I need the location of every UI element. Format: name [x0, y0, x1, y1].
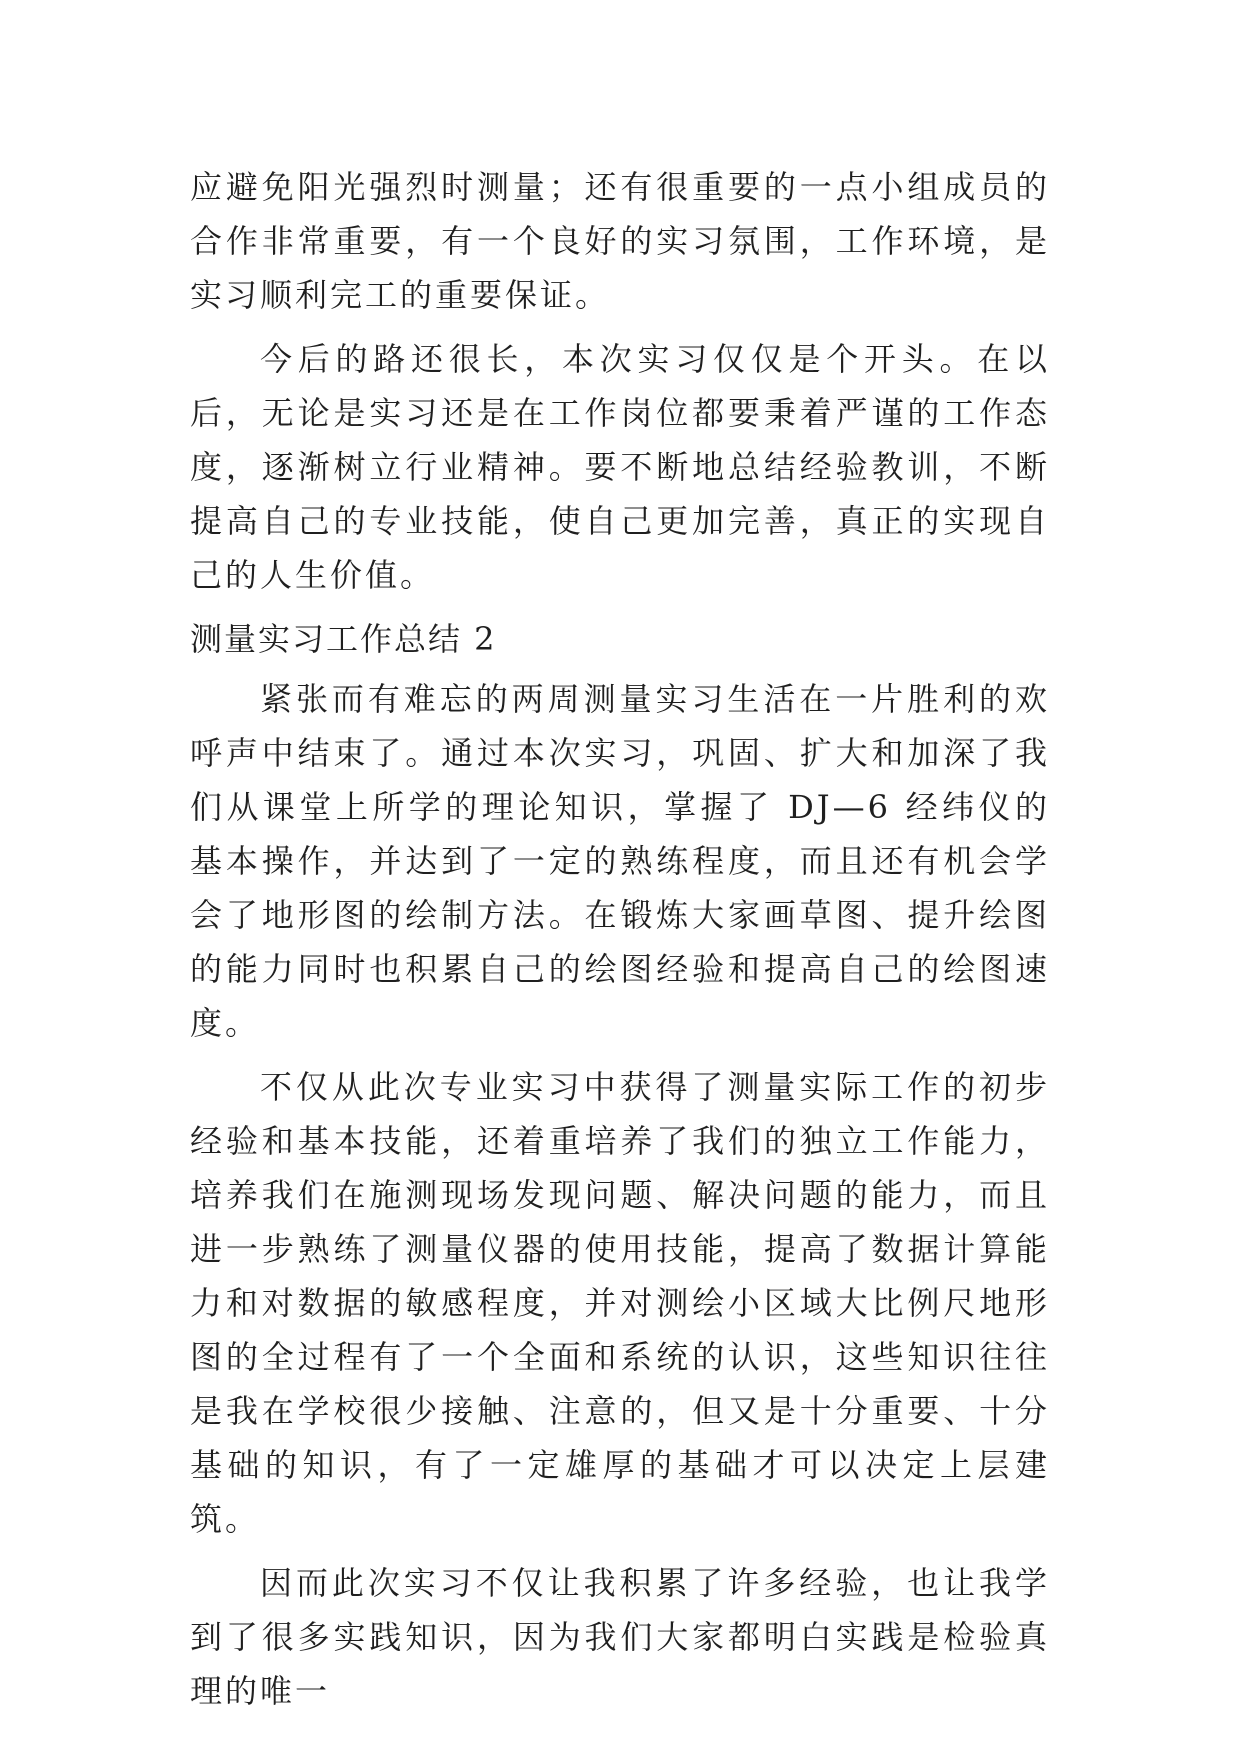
paragraph-skills-gained: 不仅从此次专业实习中获得了测量实际工作的初步经验和基本技能，还着重培养了我们的独立工作能力，培养我们在施测现场发现问题、解决问题的能力，而且进一步熟练了测量仪器的使用技能，提高了数据计算能力和对数据的敏感程度，并对测绘小区域大比例尺地形图的全过程有了一个全面和系统的认识，这些知识往往是我在学校很少接触、注意的，但又是十分重要、十分基础的知识，有了一定雄厚的基础才可以决定上层建筑。 — [190, 1068, 1050, 1538]
paragraph-experience: 因而此次实习不仅让我积累了许多经验，也让我学到了很多实践知识，因为我们大家都明白实践是检验真理的唯一 — [190, 1564, 1050, 1710]
paragraph-future-path: 今后的路还很长，本次实习仅仅是个开头。在以后，无论是实习还是在工作岗位都要秉着严谨的工作态度，逐渐树立行业精神。要不断地总结经验教训，不断提高自己的专业技能，使自己更加完善，真正的实现自己的人生价值。 — [190, 340, 1050, 594]
document-body — [190, 160, 1050, 1728]
paragraph-internship-summary: 紧张而有难忘的两周测量实习生活在一片胜利的欢呼声中结束了。通过本次实习，巩固、扩大和加深了我们从课堂上所学的理论知识，掌握了 DJ—6 经纬仪的基本操作，并达到了一定的熟练程度，而且还有机会学会了地形图的绘制方法。在锻炼大家画草图、提升绘图的能力同时也积累自己的绘图经验和提高自己的绘图速度。 — [190, 680, 1050, 1042]
paragraph-continuation: 应避免阳光强烈时测量；还有很重要的一点小组成员的合作非常重要，有一个良好的实习氛围，工作环境，是实习顺利完工的重要保证。 — [190, 168, 1050, 314]
section-heading: 测量实习工作总结 2 — [190, 620, 497, 658]
